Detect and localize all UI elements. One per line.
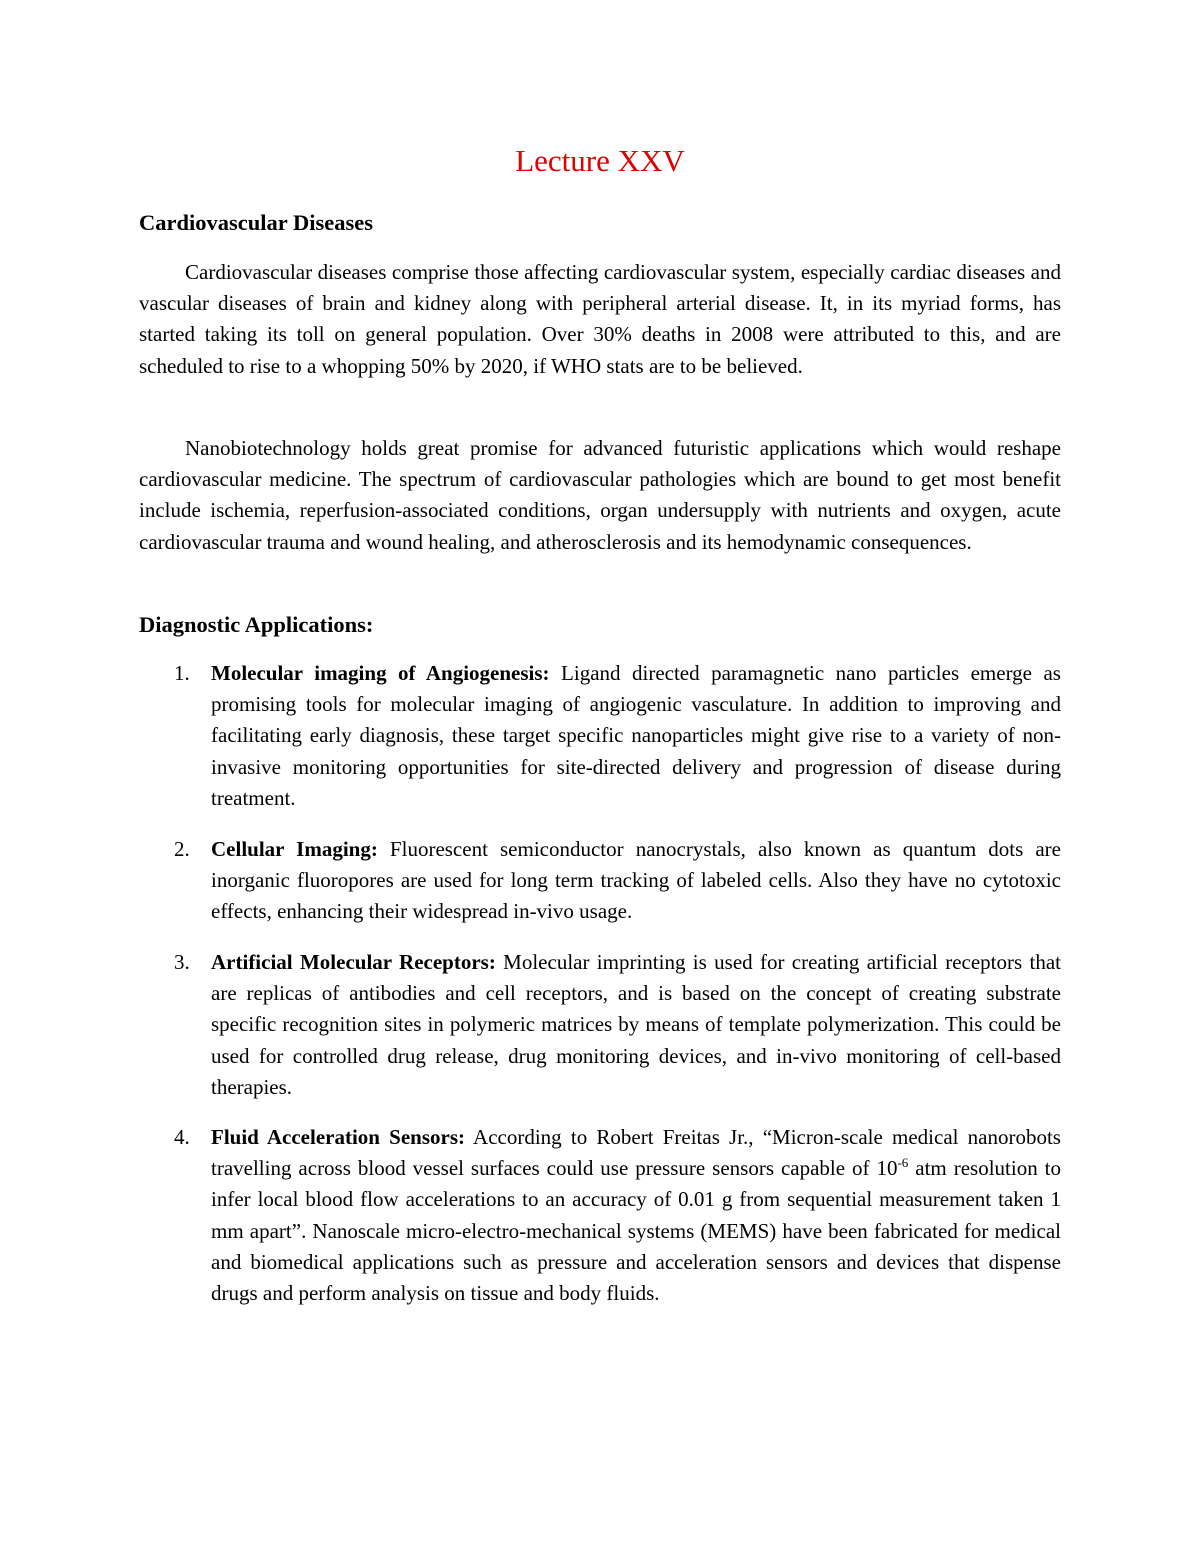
item-text-after-superscript: atm resolution to infer local blood flow accelerations to an accuracy of 0.01 g from sequential measurement taken 1 mm apart”. Nanoscale micro-electro-mechanical systems (MEMS) have been fabricated for medical and biomedical applications such as pressure and acceleration sensors and devices that dispense drugs and perform analysis on tissue and body fluids.: [211, 1156, 1061, 1306]
intro-paragraph: Cardiovascular diseases comprise those affecting cardiovascular system, especially cardiac diseases and vascular diseases of brain and kidney along with peripheral arterial disease. It, in its myriad forms, has started taking its toll on general population. Over 30% deaths in 2008 were attributed to this, and are scheduled to rise to a whopping 50% by 2020, if WHO stats are to be believed.: [139, 260, 1061, 378]
list-number: 3.: [174, 950, 190, 974]
list-item-body: [211, 947, 1061, 1103]
list-item-body: [211, 1122, 1061, 1309]
item-text: Fluorescent semiconductor nanocrystals, also known as quantum dots are inorganic fluoropores are used for long term tracking of labeled cells. Also they have no cytotoxic effects, enhancing their widespread in-vivo usage.: [211, 837, 1061, 924]
item-term: Cellular Imaging:: [211, 837, 378, 861]
nanobiotech-paragraph: Nanobiotechnology holds great promise for advanced futuristic applications which would reshape cardiovascular medicine. The spectrum of cardiovascular pathologies which are bound to get most benefit include ischemia, reperfusion-associated conditions, organ undersupply with nutrients and oxygen, acute cardiovascular trauma and wound healing, and atherosclerosis and its hemodynamic consequences.: [139, 436, 1061, 554]
exponent-superscript: -6: [897, 1155, 909, 1171]
diagnostic-applications-heading: Diagnostic Applications:: [139, 612, 374, 637]
item-text: Molecular imprinting is used for creating artificial receptors that are replicas of antibodies and cell receptors, and is based on the concept of creating substrate specific recognition sites in polymeric matrices by means of template polymerization. This could be used for controlled drug release, drug monitoring devices, and in-vivo monitoring of cell-based therapies.: [211, 950, 1062, 1099]
lecture-title: Lecture XXV: [515, 143, 685, 178]
item-text: Ligand directed paramagnetic nano particles emerge as promising tools for molecular imaging of angiogenic vasculature. In addition to improving and facilitating early diagnosis, these target specific nanoparticles might give rise to a variety of non-invasive monitoring opportunities for site-directed delivery and progression of disease during treatment.: [211, 661, 1061, 810]
section-heading: Cardiovascular Diseases: [139, 210, 373, 235]
item-term: Molecular imaging of Angiogenesis:: [211, 661, 550, 685]
list-number: 2.: [174, 837, 190, 861]
list-number: 1.: [174, 661, 190, 685]
list-number: 4.: [174, 1125, 190, 1149]
item-text-before-superscript: According to Robert Freitas Jr., “Micron-scale medical nanorobots travelling across blood vessel surfaces could use pressure sensors capable of 10: [211, 1125, 1061, 1181]
list-item-body: [211, 658, 1061, 814]
list-item-body: [211, 834, 1061, 928]
item-term: Artificial Molecular Receptors:: [211, 950, 496, 974]
item-term: Fluid Acceleration Sensors:: [211, 1125, 466, 1149]
